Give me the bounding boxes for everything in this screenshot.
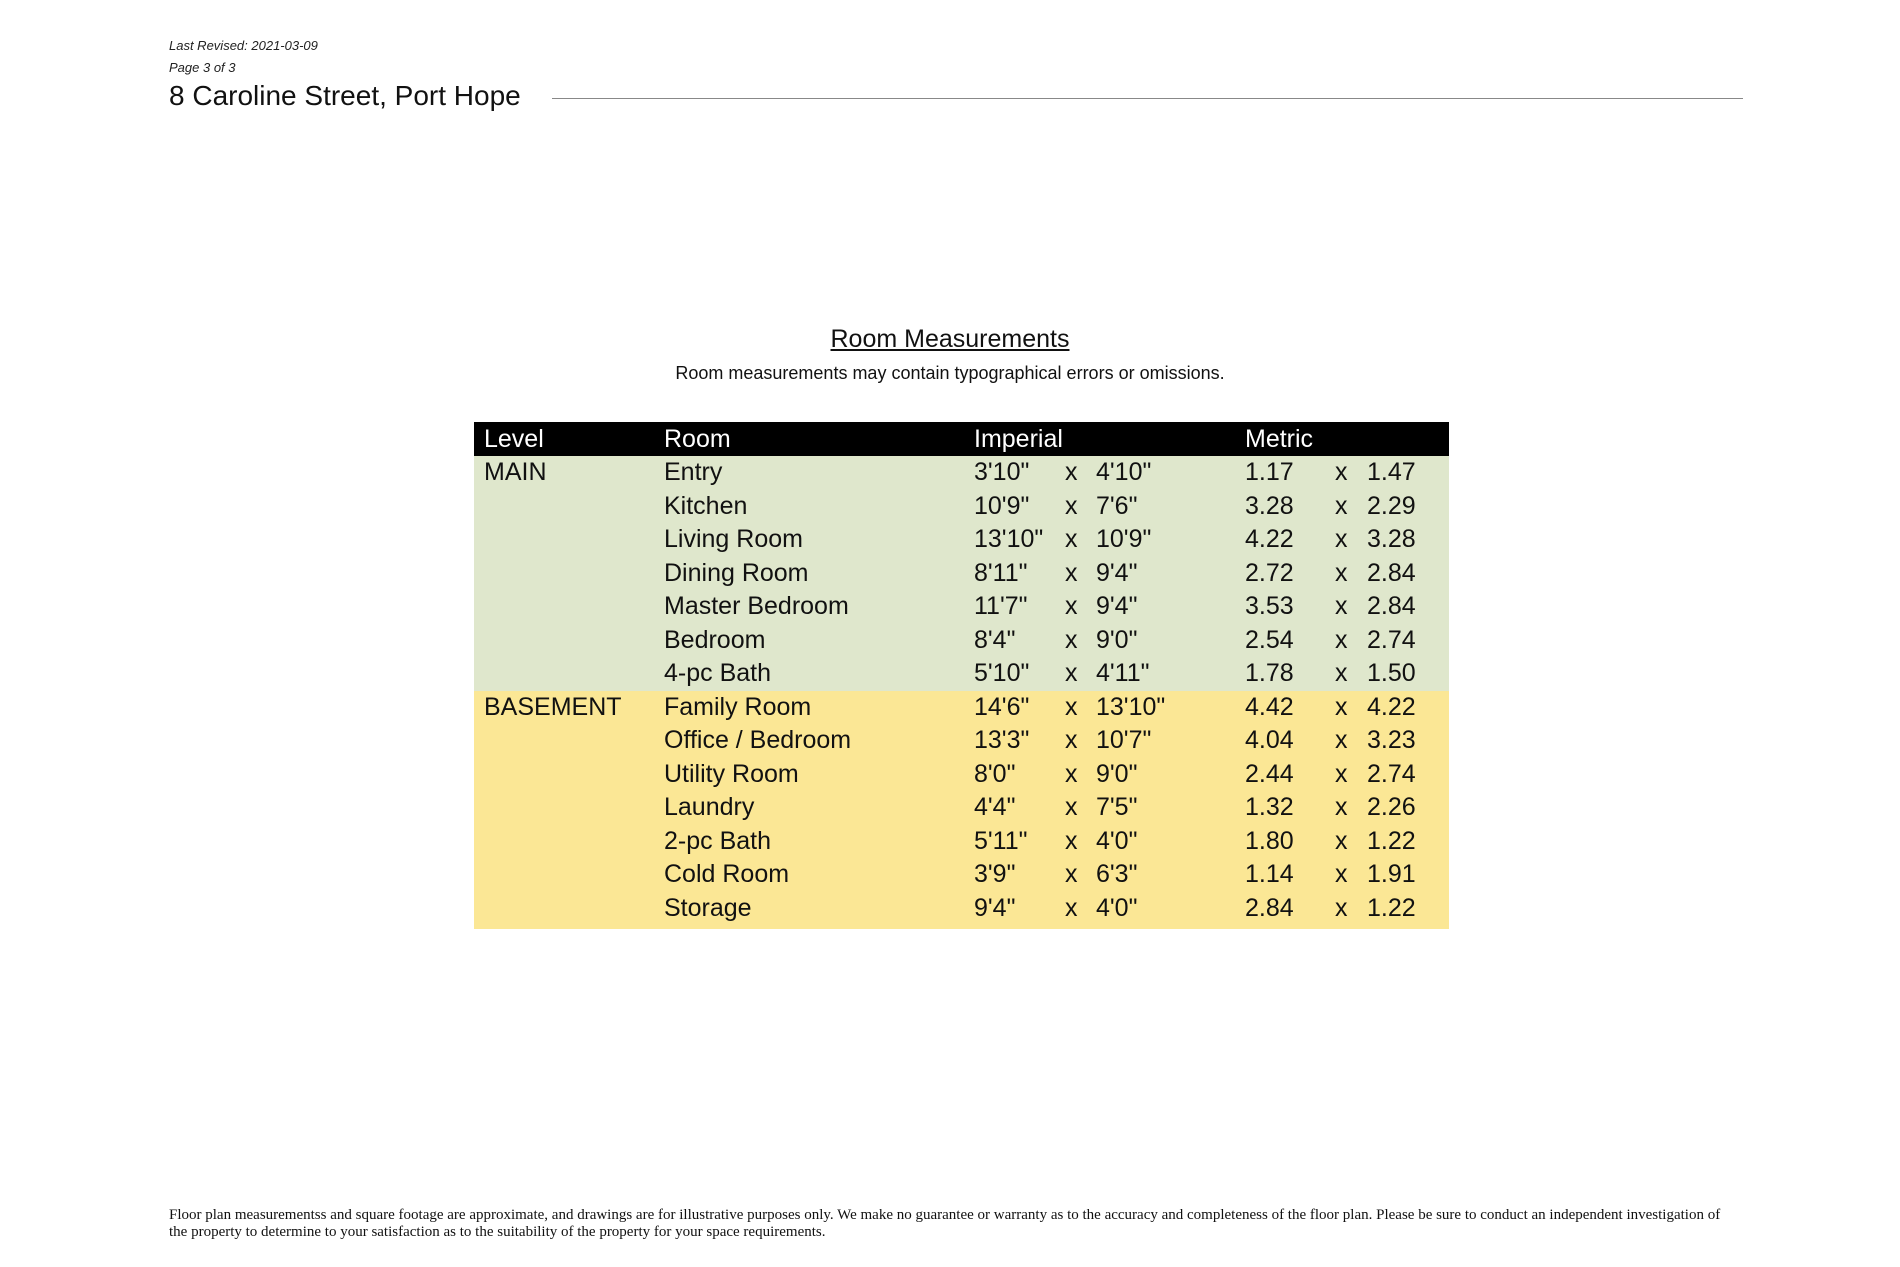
metric-width-cell: 2.26 xyxy=(1367,793,1416,821)
table-row xyxy=(474,724,1449,758)
imperial-length-cell: 5'11" xyxy=(974,826,1028,855)
imperial-times-sign: x xyxy=(1065,491,1078,520)
metric-length-cell: 3.53 xyxy=(1245,592,1294,620)
room-measurements-table xyxy=(474,422,1449,929)
imperial-width-cell: 9'0" xyxy=(1096,625,1138,654)
room-name-cell: Dining Room xyxy=(664,558,809,587)
metric-length-cell: 2.44 xyxy=(1245,759,1294,788)
metric-length-cell: 1.17 xyxy=(1245,458,1294,486)
imperial-times-sign: x xyxy=(1065,659,1078,687)
metric-width-cell: 1.47 xyxy=(1367,458,1416,486)
metric-times-sign: x xyxy=(1335,525,1348,553)
metric-width-cell: 3.28 xyxy=(1367,525,1416,553)
imperial-width-cell: 6'3" xyxy=(1096,860,1138,888)
table-row xyxy=(474,791,1449,825)
metric-length-cell: 2.84 xyxy=(1245,893,1294,922)
imperial-times-sign: x xyxy=(1065,592,1078,620)
imperial-times-sign: x xyxy=(1065,558,1078,587)
imperial-length-cell: 10'9" xyxy=(974,491,1030,520)
imperial-width-cell: 7'5" xyxy=(1096,793,1138,821)
metric-length-cell: 2.72 xyxy=(1245,558,1294,587)
table-header-row xyxy=(474,422,1449,456)
room-name-cell: Office / Bedroom xyxy=(664,726,852,754)
imperial-times-sign: x xyxy=(1065,759,1078,788)
room-name-cell: Entry xyxy=(664,458,723,486)
imperial-width-cell: 7'6" xyxy=(1096,491,1138,520)
room-name-cell: Utility Room xyxy=(664,759,799,788)
metric-length-cell: 2.54 xyxy=(1245,625,1294,654)
metric-length-cell: 1.78 xyxy=(1245,659,1294,687)
room-name-cell: Family Room xyxy=(664,692,812,721)
imperial-length-cell: 11'7" xyxy=(974,592,1028,620)
metric-times-sign: x xyxy=(1335,692,1348,721)
last-revised-date: Last Revised: 2021-03-09 xyxy=(169,38,318,53)
room-name-cell: Living Room xyxy=(664,525,803,553)
imperial-length-cell: 3'10" xyxy=(974,458,1030,486)
metric-width-cell: 3.23 xyxy=(1367,726,1416,754)
metric-times-sign: x xyxy=(1335,592,1348,620)
imperial-times-sign: x xyxy=(1065,893,1078,922)
imperial-length-cell: 5'10" xyxy=(974,659,1030,687)
metric-width-cell: 2.84 xyxy=(1367,592,1416,620)
section-subtitle: Room measurements may contain typographical errors or omissions. xyxy=(675,363,1225,383)
imperial-length-cell: 8'4" xyxy=(974,625,1016,654)
column-header-room: Room xyxy=(664,425,731,453)
metric-length-cell: 1.32 xyxy=(1245,793,1294,821)
metric-times-sign: x xyxy=(1335,558,1348,587)
imperial-length-cell: 13'3" xyxy=(974,726,1030,754)
table-row xyxy=(474,758,1449,792)
metric-times-sign: x xyxy=(1335,458,1348,486)
table-row xyxy=(474,825,1449,859)
table-body xyxy=(474,456,1449,929)
metric-width-cell: 1.50 xyxy=(1367,659,1416,687)
imperial-width-cell: 4'0" xyxy=(1096,893,1138,922)
metric-times-sign: x xyxy=(1335,893,1348,922)
table-row xyxy=(474,456,1449,490)
metric-width-cell: 2.84 xyxy=(1367,558,1416,587)
level-cell: BASEMENT xyxy=(484,692,622,721)
imperial-width-cell: 9'4" xyxy=(1096,558,1138,587)
imperial-width-cell: 4'11" xyxy=(1096,659,1150,687)
metric-length-cell: 4.22 xyxy=(1245,525,1294,553)
metric-times-sign: x xyxy=(1335,759,1348,788)
imperial-width-cell: 10'7" xyxy=(1096,726,1152,754)
imperial-width-cell: 4'10" xyxy=(1096,458,1152,486)
imperial-times-sign: x xyxy=(1065,525,1078,553)
metric-times-sign: x xyxy=(1335,491,1348,520)
metric-times-sign: x xyxy=(1335,793,1348,821)
imperial-times-sign: x xyxy=(1065,458,1078,486)
imperial-width-cell: 9'0" xyxy=(1096,759,1138,788)
imperial-times-sign: x xyxy=(1065,826,1078,855)
table-row xyxy=(474,691,1449,725)
metric-width-cell: 2.74 xyxy=(1367,625,1416,654)
property-address: 8 Caroline Street, Port Hope xyxy=(169,80,521,111)
room-name-cell: Master Bedroom xyxy=(664,592,849,620)
metric-length-cell: 4.04 xyxy=(1245,726,1294,754)
column-header-metric: Metric xyxy=(1245,425,1314,453)
imperial-length-cell: 9'4" xyxy=(974,893,1016,922)
table-row xyxy=(474,657,1449,691)
imperial-length-cell: 4'4" xyxy=(974,793,1016,821)
section-title: Room Measurements xyxy=(830,325,1070,353)
table-row xyxy=(474,523,1449,557)
metric-times-sign: x xyxy=(1335,726,1348,754)
metric-times-sign: x xyxy=(1335,826,1348,855)
room-name-cell: Bedroom xyxy=(664,625,766,654)
page-number: Page 3 of 3 xyxy=(169,60,236,75)
imperial-length-cell: 14'6" xyxy=(974,692,1030,721)
metric-times-sign: x xyxy=(1335,659,1348,687)
metric-width-cell: 2.29 xyxy=(1367,491,1416,520)
table-row xyxy=(474,624,1449,658)
column-header-imperial: Imperial xyxy=(974,425,1063,453)
imperial-width-cell: 10'9" xyxy=(1096,525,1152,553)
table-row xyxy=(474,892,1449,929)
room-name-cell: Kitchen xyxy=(664,491,748,520)
imperial-width-cell: 9'4" xyxy=(1096,592,1138,620)
column-header-level: Level xyxy=(484,425,544,453)
table-row xyxy=(474,858,1449,892)
room-name-cell: 4-pc Bath xyxy=(664,659,772,687)
room-name-cell: 2-pc Bath xyxy=(664,826,772,855)
imperial-times-sign: x xyxy=(1065,625,1078,654)
room-name-cell: Cold Room xyxy=(664,860,790,888)
metric-width-cell: 1.22 xyxy=(1367,893,1416,922)
table-row xyxy=(474,557,1449,591)
metric-width-cell: 1.22 xyxy=(1367,826,1416,855)
imperial-length-cell: 8'11" xyxy=(974,558,1028,587)
header-divider xyxy=(552,98,1743,99)
room-name-cell: Storage xyxy=(664,893,752,922)
imperial-times-sign: x xyxy=(1065,793,1078,821)
imperial-times-sign: x xyxy=(1065,860,1078,888)
footer-disclaimer: Floor plan measurementss and square footage are approximate, and drawings are for illustrative purposes only. We make no guarantee or warranty as to the accuracy and completeness of the floor plan. Please be sure to conduct an independent investigation of the property to determine to your satisfaction as to the suitability of the property for your space requirements. xyxy=(169,1207,1721,1240)
metric-times-sign: x xyxy=(1335,625,1348,654)
metric-width-cell: 2.74 xyxy=(1367,759,1416,788)
metric-length-cell: 4.42 xyxy=(1245,692,1294,721)
metric-width-cell: 1.91 xyxy=(1367,860,1416,888)
imperial-width-cell: 4'0" xyxy=(1096,826,1138,855)
table-row xyxy=(474,490,1449,524)
imperial-length-cell: 3'9" xyxy=(974,860,1016,888)
imperial-times-sign: x xyxy=(1065,692,1078,721)
metric-times-sign: x xyxy=(1335,860,1348,888)
metric-length-cell: 3.28 xyxy=(1245,491,1294,520)
table-row xyxy=(474,590,1449,624)
metric-length-cell: 1.80 xyxy=(1245,826,1294,855)
level-cell: MAIN xyxy=(484,458,547,486)
imperial-length-cell: 8'0" xyxy=(974,759,1016,788)
imperial-width-cell: 13'10" xyxy=(1096,692,1166,721)
metric-width-cell: 4.22 xyxy=(1367,692,1416,721)
metric-length-cell: 1.14 xyxy=(1245,860,1294,888)
imperial-times-sign: x xyxy=(1065,726,1078,754)
room-name-cell: Laundry xyxy=(664,793,755,821)
imperial-length-cell: 13'10" xyxy=(974,525,1044,553)
